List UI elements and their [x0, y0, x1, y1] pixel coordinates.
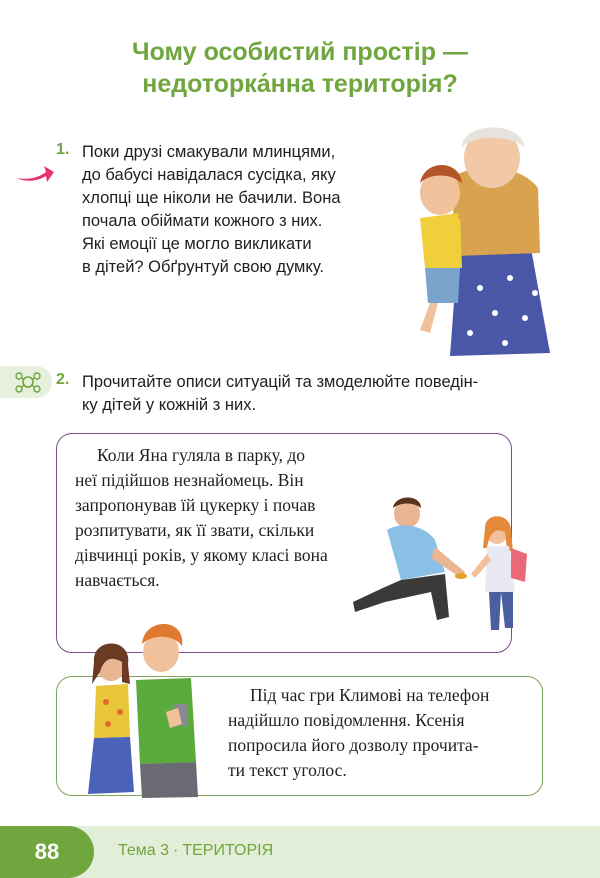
question-2-text [82, 371, 552, 417]
question-1-line: Які емоції це могло викликати [82, 235, 312, 253]
group-work-icon [14, 370, 42, 394]
situation-1-line: навчається. [75, 570, 160, 590]
question-2-number: 2. [56, 371, 70, 388]
situation-1-line: дівчинці років, у якому класі вона [75, 545, 328, 565]
question-2-line: Прочитайте описи ситуацій та змоделюйте поведін- [82, 373, 479, 391]
situation-1-line: запропонував їй цукерку і почав [75, 495, 316, 515]
page-title-line-2: недоторка́нна територія? [142, 70, 458, 98]
situation-2-line: Під час гри Климові на телефон [250, 685, 490, 705]
page-title-line-1: Чому особистий простір — [132, 38, 468, 66]
footer-section-label: ТЕРИТОРІЯ [182, 842, 274, 859]
situation-2-line: надійшло повідомлення. Ксенія [228, 710, 465, 730]
question-1-line: почала обіймати кожного з них. [82, 212, 323, 230]
footer-separator: · [173, 842, 179, 859]
question-1-line: до бабусі навідалася сусідка, яку [82, 166, 336, 184]
page-number: 88 [0, 826, 94, 878]
situation-2-text [228, 683, 528, 783]
kids-with-phone-illustration [66, 612, 216, 802]
footer-topic [118, 842, 273, 860]
question-1-line: Поки друзі смакували млинцями, [82, 143, 336, 161]
question-1-number: 1. [56, 141, 70, 158]
situation-1-text [75, 443, 375, 593]
pink-arrow-icon [14, 160, 54, 186]
stranger-with-girl-illustration [345, 492, 545, 642]
question-1-line: хлопці ще ніколи не бачили. Вона [82, 189, 341, 207]
situation-2-line: ти текст уголос. [228, 760, 347, 780]
question-2-line: ку дітей у кожній з них. [82, 396, 257, 414]
situation-1-line: розпитувати, як її звати, скільки [75, 520, 315, 540]
grandma-hug-illustration [400, 118, 560, 363]
question-1-line: в дітей? Обґрунтуй свою думку. [82, 258, 324, 276]
situation-1-line: неї підійшов незнайомець. Він [75, 470, 304, 490]
footer-topic-label: Тема 3 [118, 842, 170, 859]
situation-2-line: попросила його дозволу прочита- [228, 735, 479, 755]
situation-1-line: Коли Яна гуляла в парку, до [97, 445, 305, 465]
page-title [0, 36, 600, 100]
question-1-text [82, 141, 392, 279]
